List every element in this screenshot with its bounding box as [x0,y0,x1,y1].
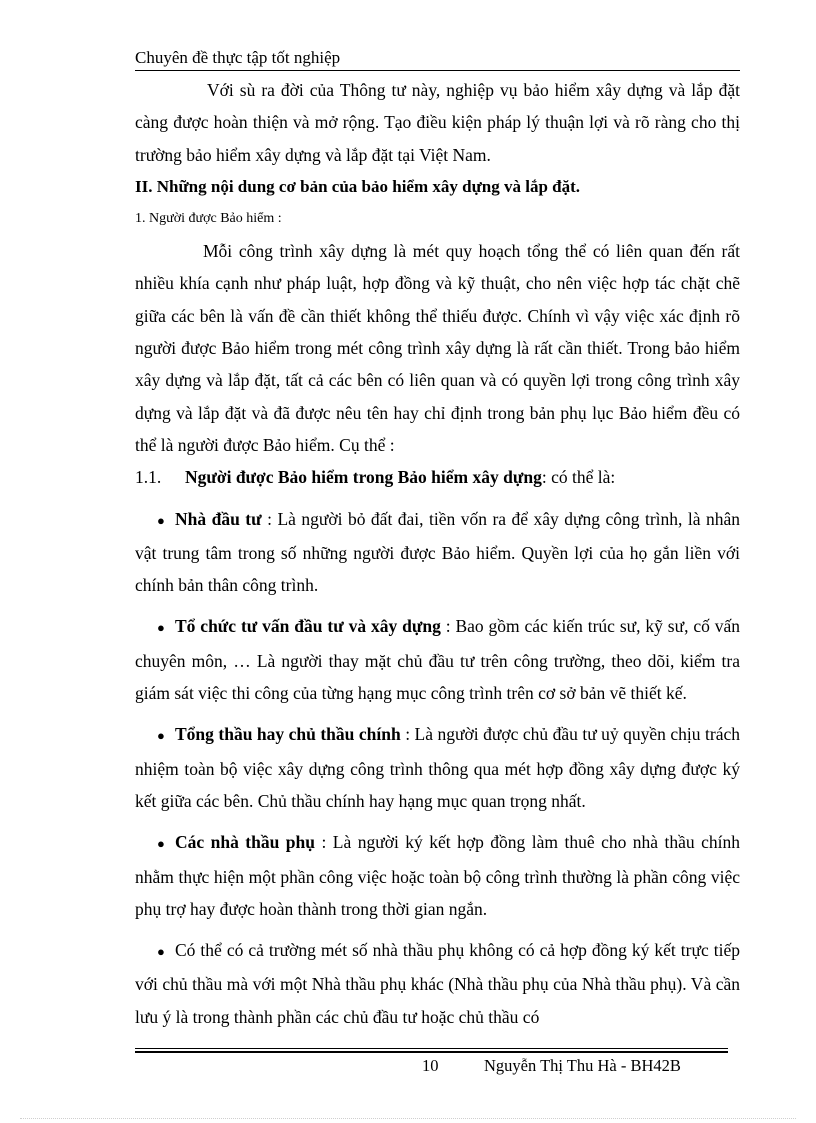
item-title-rest: : có thể là: [541,467,616,488]
body-paragraph: Mỗi công trình xây dựng là mét quy hoạch tổng thể có liên quan đến rất nhiều khía cạnh như pháp luật, hợp đồng và kỹ thuật, cho nên việc hợp tác chặt chẽ giữa các bên là vấn đề cần thiết không thể thiếu được. Chính vì vậy việc xác định rõ người được Bảo hiểm trong mét công trình xây dựng là rất cần thiết. Trong bảo hiểm xây dựng và lắp đặt, tất cả các bên có liên quan và có quyền lợi trong công trình xây dựng và lắp đặt và đã được nêu tên hay chỉ định trong bản phụ lục Bảo hiểm đều có thể là người được Bảo hiểm. Cụ thể : [135,241,740,455]
page-edge [20,1118,796,1119]
header-divider [135,70,740,71]
bullet-icon: ● [157,728,165,744]
bullet-item [135,826,740,925]
bullet-term: Tổng thầu hay chủ thầu chính [175,724,401,745]
bullet-item [135,718,740,817]
subsection-heading: 1. Người được Bảo hiểm : [135,211,282,227]
bullet-icon: ● [157,620,165,636]
footer-divider-thick [135,1051,728,1053]
bullet-text: : Bao gồm các kiến trúc sư, kỹ sư, cố vấn chuyên môn, … Là người thay mặt chủ đầu tư trên công trường, theo dõi, kiểm tra giám sát việc thi công của từng hạng mục công trình trên cơ sở bản vẽ thiết kế. [135,616,740,704]
bullet-term: Tổ chức tư vấn đầu tư và xây dựng [175,616,441,637]
page-number: 10 [422,1056,439,1075]
bullet-term: Nhà đầu tư [175,508,262,529]
bullet-text: : Là người được chủ đầu tư uỷ quyền chịu trách nhiệm toàn bộ việc xây dựng công trình thông qua mét hợp đồng xây dựng được ký kết giữa các bên. Chủ thầu chính hay hạng mục quan trọng nhất. [135,724,740,811]
bullet-item [135,934,740,1033]
document-body [135,74,740,1033]
bullet-icon: ● [157,512,165,528]
numbered-item-heading [135,461,740,493]
bullet-text: : Là người bỏ đất đai, tiền vốn ra để xây dựng công trình, là nhân vật trung tâm trong số những người được Bảo hiểm. Quyền lợi của họ gắn liền với chính bản thân công trình. [135,508,740,596]
bullet-text: : Là người ký kết hợp đồng làm thuê cho nhà thầu chính nhằm thực hiện một phần công việc hoặc toàn bộ công trình thường là phần công việc phụ trợ hay được hoàn thành trong thời gian ngắn. [135,832,741,919]
bullet-item [135,503,740,602]
bullet-term: Các nhà thầu phụ [175,832,316,853]
bullet-icon: ● [157,836,165,852]
page-header: Chuyên đề thực tập tốt nghiệp [135,48,341,67]
bullet-text: Có thể có cả trường mét số nhà thầu phụ không có cả hợp đồng ký kết trực tiếp với chủ thầu mà với một Nhà thầu phụ khác (Nhà thầu phụ của Nhà thầu phụ). Và cần lưu ý là trong thành phần các chủ đầu tư hoặc chủ thầu có [135,940,740,1027]
intro-paragraph: Với sù ra đời của Thông tư này, nghiệp vụ bảo hiểm xây dựng và lắp đặt càng được hoàn thiện và mở rộng. Tạo điều kiện pháp lý thuận lợi và rõ ràng cho thị trường bảo hiểm xây dựng và lắp đặt tại Việt Nam. [135,80,740,165]
item-number: 1.1. [135,467,162,488]
bullet-icon: ● [157,944,165,960]
bullet-item [135,610,740,709]
item-title: Người được Bảo hiểm trong Bảo hiểm xây dựng [185,467,542,488]
footer-divider-thin [135,1048,728,1049]
section-heading: II. Những nội dung cơ bản của bảo hiểm xây dựng và lắp đặt. [135,176,581,196]
footer-author: Nguyễn Thị Thu Hà - BH42B [484,1056,681,1075]
